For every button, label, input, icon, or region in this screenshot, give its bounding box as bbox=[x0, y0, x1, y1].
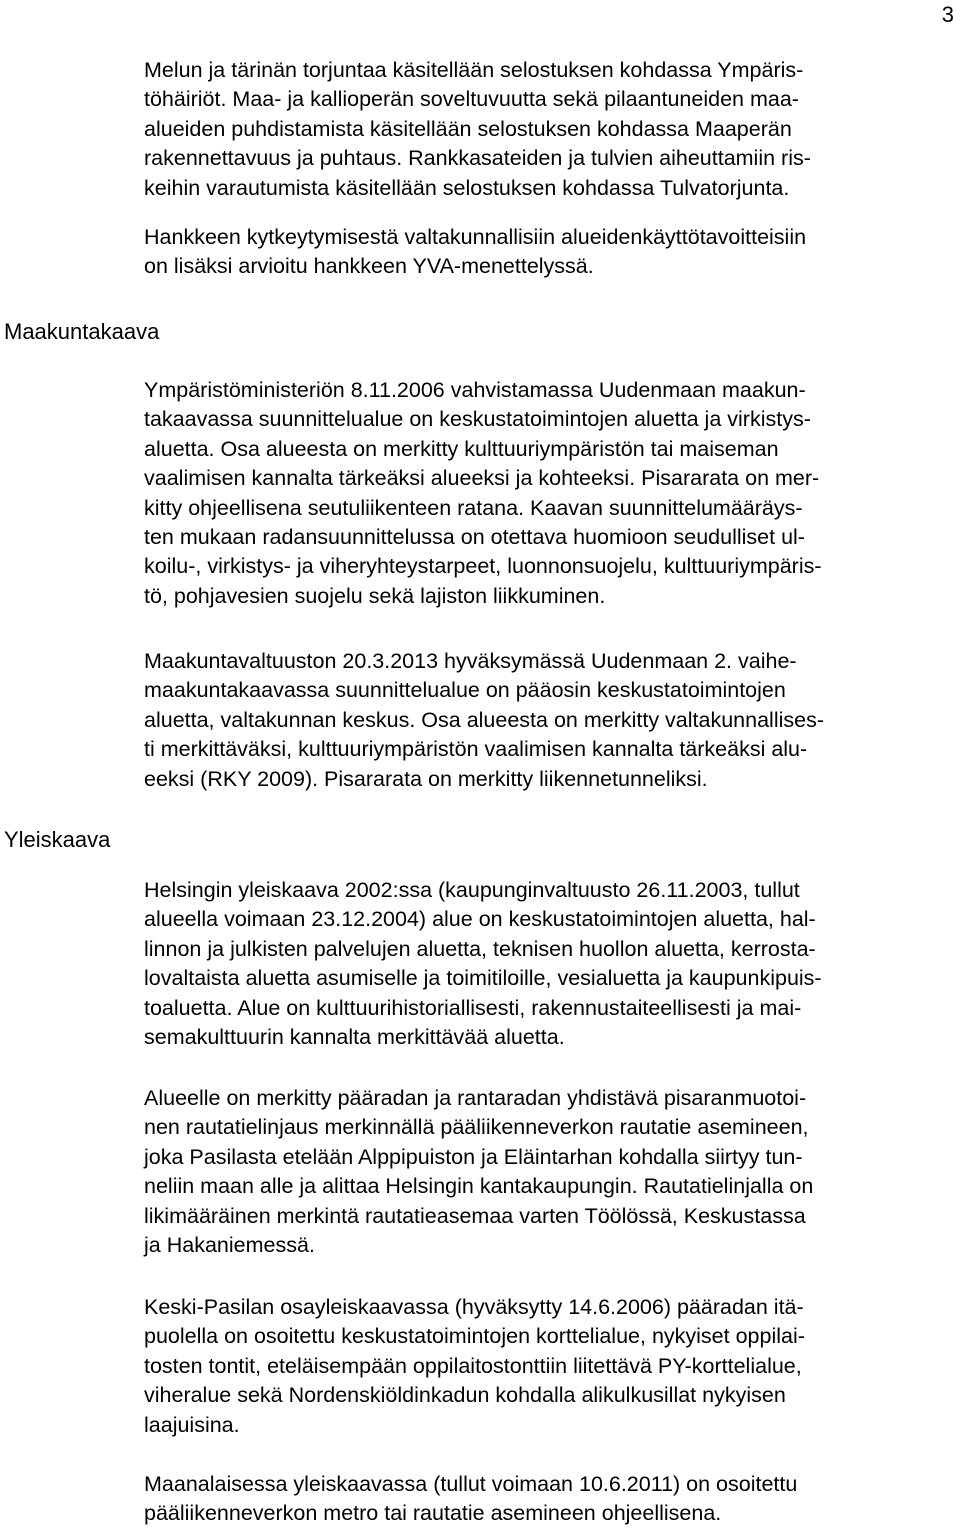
text-line: semakulttuurin kannalta merkittävää aluetta. bbox=[144, 1025, 565, 1050]
text-line: tosten tontit, eteläisempään oppilaitostonttiin liitettävä PY-korttelialue, bbox=[144, 1353, 802, 1378]
text-line: alueella voimaan 23.12.2004) alue on keskustatoimintojen aluetta, hal- bbox=[144, 907, 816, 932]
text-line: Keski-Pasilan osayleiskaavassa (hyväksytty 14.6.2006) pääradan itä- bbox=[144, 1295, 804, 1319]
text-line: vaalimisen kannalta tärkeäksi alueeksi ja kohteeksi. Pisararata on mer- bbox=[144, 466, 820, 491]
section-heading-yleiskaava: Yleiskaava bbox=[4, 827, 111, 852]
text-line: aluetta, valtakunnan keskus. Osa alueesta on merkitty valtakunnallises- bbox=[144, 707, 825, 732]
paragraph-national-land-use bbox=[144, 223, 944, 282]
text-line: alueiden puhdistamista käsitellään selostuksen kohdassa Maaperän bbox=[144, 116, 792, 141]
paragraph-underground-plan bbox=[144, 1470, 944, 1529]
paragraph-maakuntakaava-2013 bbox=[144, 647, 944, 794]
text-line: keihin varautumista käsitellään selostuksen kohdassa Tulvatorjunta. bbox=[144, 175, 790, 200]
text-line: Ympäristöministeriön 8.11.2006 vahvistamassa Uudenmaan maakun- bbox=[144, 378, 806, 402]
text-line: eeksi (RKY 2009). Pisararata on merkitty liikennetunneliksi. bbox=[144, 766, 708, 791]
text-line: aluetta. Osa alueesta on merkitty kulttuuriympäristön tai maiseman bbox=[144, 436, 779, 461]
paragraph-maakuntakaava-2006 bbox=[144, 376, 944, 611]
text-line: linnon ja julkisten palvelujen aluetta, teknisen huollon aluetta, kerrosta- bbox=[144, 936, 816, 961]
text-line: ti merkittäväksi, kulttuuriympäristön vaalimisen kannalta tärkeäksi alu- bbox=[144, 737, 808, 762]
text-line: Melun ja tärinän torjuntaa käsitellään selostuksen kohdassa Ympäris- bbox=[144, 58, 804, 82]
text-line: maakuntakaavassa suunnittelualue on pääosin keskustatoimintojen bbox=[144, 678, 786, 703]
text-line: joka Pasilasta etelään Alppipuiston ja Eläintarhan kohdalla siirtyy tun- bbox=[144, 1144, 803, 1169]
text-line: laajuisina. bbox=[144, 1412, 240, 1437]
page-number: 3 bbox=[941, 2, 954, 27]
text-line: Helsingin yleiskaava 2002:ssa (kaupunginvaltuusto 26.11.2003, tullut bbox=[144, 878, 800, 902]
text-line: rakennettavuus ja puhtaus. Rankkasateiden ja tulvien aiheuttamiin ris- bbox=[144, 146, 811, 171]
section-heading-maakuntakaava: Maakuntakaava bbox=[4, 319, 160, 344]
text-line: tö, pohjavesien suojelu sekä lajiston liikkuminen. bbox=[144, 583, 606, 608]
paragraph-rail-alignment bbox=[144, 1084, 944, 1260]
text-line: takaavassa suunnittelualue on keskustatoimintojen aluetta ja virkistys- bbox=[144, 407, 811, 432]
text-line: lovaltaista aluetta asumiselle ja toimitiloille, vesialuetta ja kaupunkipuis- bbox=[144, 966, 822, 991]
text-line: Hankkeen kytkeytymisestä valtakunnallisiin alueidenkäyttötavoitteisiin bbox=[144, 225, 807, 249]
text-line: ja Hakaniemessä. bbox=[144, 1233, 315, 1258]
text-line: töhäiriöt. Maa- ja kallioperän soveltuvuutta sekä pilaantuneiden maa- bbox=[144, 87, 799, 112]
text-line: koilu-, virkistys- ja viheryhteystarpeet, luonnonsuojelu, kulttuuriympäris- bbox=[144, 554, 822, 579]
text-line: puolella on osoitettu keskustatoimintojen korttelialue, nykyiset oppilai- bbox=[144, 1324, 805, 1349]
paragraph-environment-references bbox=[144, 56, 944, 203]
text-line: Maakuntavaltuuston 20.3.2013 hyväksymässä Uudenmaan 2. vaihe- bbox=[144, 649, 797, 673]
text-line: pääliikenneverkon metro tai rautatie asemineen ohjeellisena. bbox=[144, 1501, 722, 1526]
text-line: neliin maan alle ja alittaa Helsingin kantakaupungin. Rautatielinjalla on bbox=[144, 1174, 814, 1199]
text-line: kitty ohjeellisena seutuliikenteen ratana. Kaavan suunnittelumääräys- bbox=[144, 495, 803, 520]
text-line: viheralue sekä Nordenskiöldinkadun kohdalla alikulkusillat nykyisen bbox=[144, 1383, 786, 1408]
text-line: toaluetta. Alue on kulttuurihistoriallisesti, rakennustaiteellisesti ja mai- bbox=[144, 995, 802, 1020]
text-line: Maanalaisessa yleiskaavassa (tullut voimaan 10.6.2011) on osoitettu bbox=[144, 1472, 798, 1496]
text-line: Alueelle on merkitty pääradan ja rantaradan yhdistävä pisaranmuotoi- bbox=[144, 1086, 807, 1110]
text-line: likimääräinen merkintä rautatieasemaa varten Töölössä, Keskustassa bbox=[144, 1203, 806, 1228]
text-line: nen rautatielinjaus merkinnällä pääliikenneverkon rautatie asemineen, bbox=[144, 1115, 809, 1140]
text-line: on lisäksi arvioitu hankkeen YVA-menettelyssä. bbox=[144, 254, 594, 279]
paragraph-keski-pasila bbox=[144, 1293, 944, 1440]
paragraph-yleiskaava-2002 bbox=[144, 876, 944, 1052]
text-line: ten mukaan radansuunnittelussa on otettava huomioon seudulliset ul- bbox=[144, 525, 805, 550]
